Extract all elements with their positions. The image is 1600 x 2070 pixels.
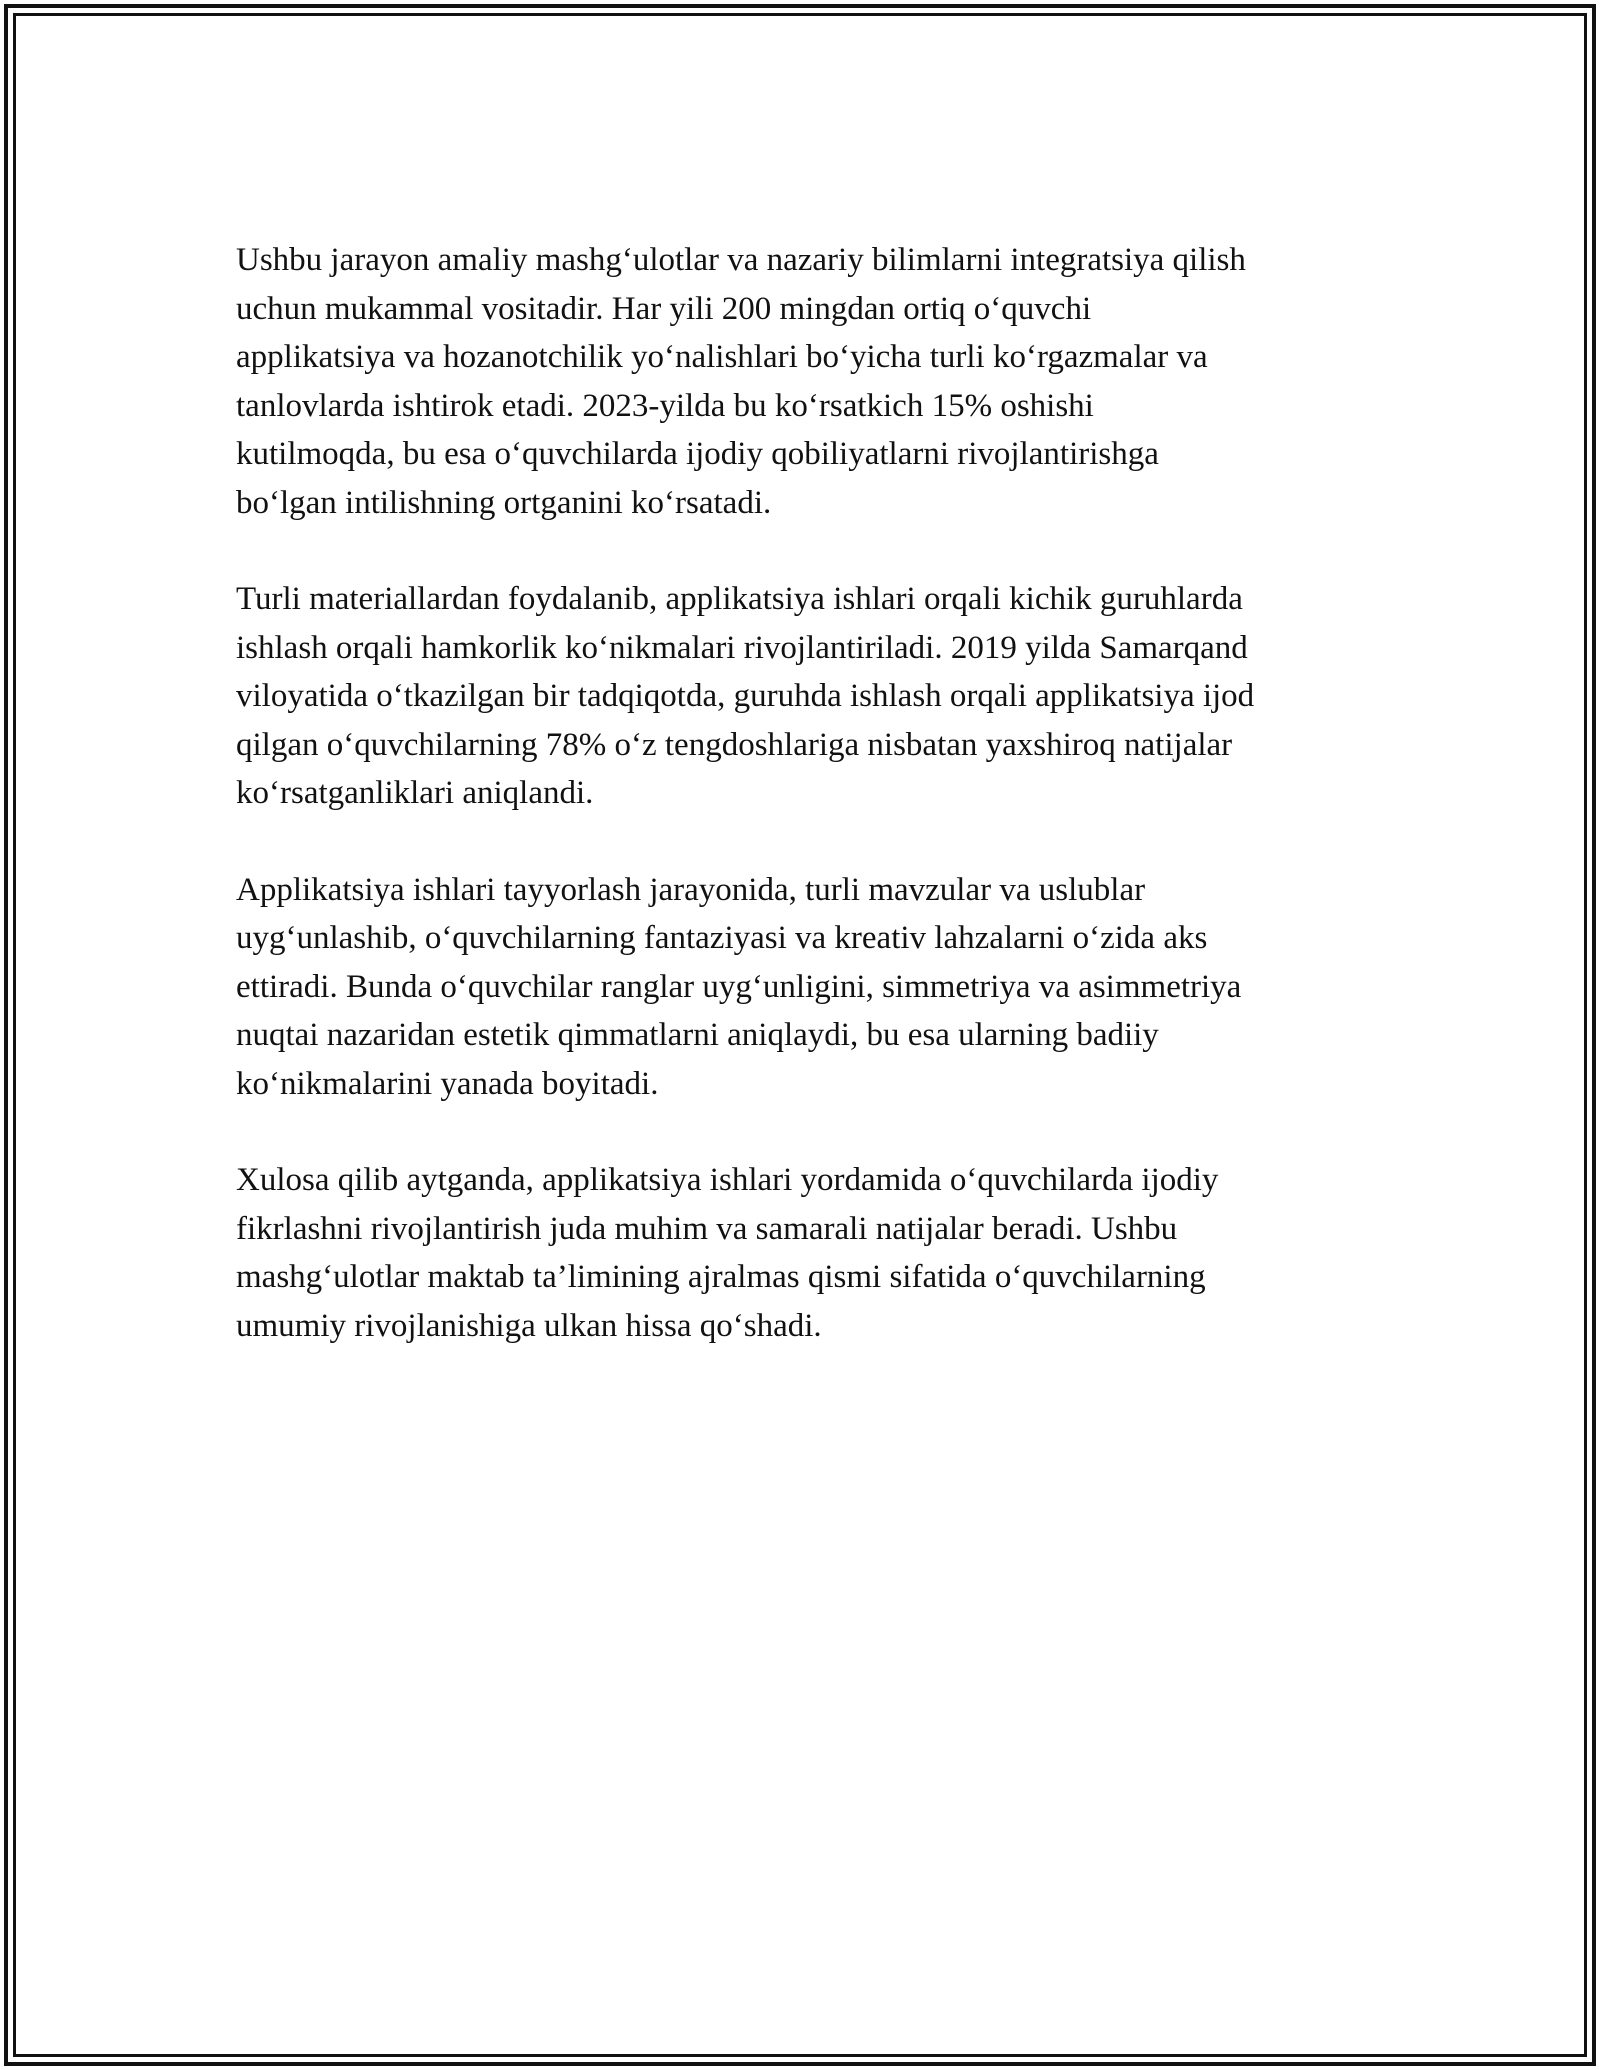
paragraph-3: Applikatsiya ishlari tayyorlash jarayonida, turli mavzular va uslublar uyg‘unlashib, o‘quvchilarning fantaziyasi va kreativ lahzalarni o‘zida aks ettiradi. Bunda o‘quvchilar ranglar uyg‘unligini, simmetriya va asimmetriya nuqtai nazaridan estetik qimmatlarni aniqlaydi, bu esa ularning badiiy ko‘nikmalarini yanada boyitadi. [236, 871, 1242, 1102]
document-body [236, 236, 1386, 1398]
paragraph-2: Turli materiallardan foydalanib, applikatsiya ishlari orqali kichik guruhlarda ishlash orqali hamkorlik ko‘nikmalari rivojlantiriladi. 2019 yilda Samarqand viloyatida o‘tkazilgan bir tadqiqotda, guruhda ishlash orqali applikatsiya ijod qilgan o‘quvchilarning 78% o‘z tengdoshlariga nisbatan yaxshiroq natijalar ko‘rsatganliklari aniqlandi. [236, 581, 1255, 811]
paragraph-4: Xulosa qilib aytganda, applikatsiya ishlari yordamida o‘quvchilarda ijodiy fikrlashni rivojlantirish juda muhim va samarali natijalar beradi. Ushbu mashg‘ulotlar maktab ta’limining ajralmas qismi sifatida o‘quvchilarning umumiy rivojlanishiga ulkan hissa qo‘shadi. [236, 1162, 1219, 1344]
paragraph-1: Ushbu jarayon amaliy mashg‘ulotlar va nazariy bilimlarni integratsiya qilish uchun mukammal vositadir. Har yili 200 mingdan ortiq o‘quvchi applikatsiya va hozanotchilik yo‘nalishlari bo‘yicha turli ko‘rgazmalar va tanlovlarda ishtirok etadi. 2023-yilda bu ko‘rsatkich 15% oshishi kutilmoqda, bu esa o‘quvchilarda ijodiy qobiliyatlarni rivojlantirishga bo‘lgan intilishning ortganini ko‘rsatadi. [236, 242, 1246, 521]
